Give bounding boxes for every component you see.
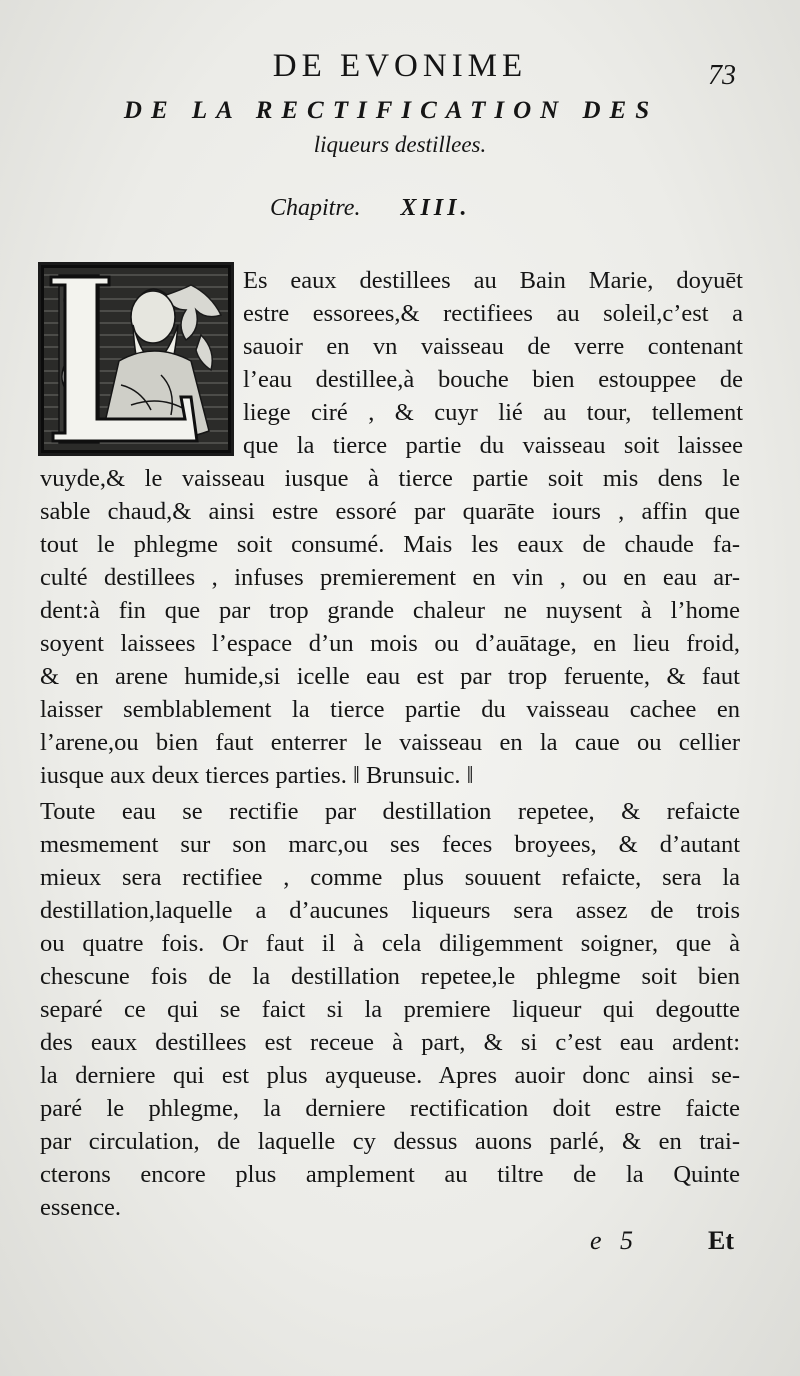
chapter-heading — [270, 195, 470, 222]
chapter-title: DE LA RECTIFICATION DES — [123, 97, 659, 124]
signature-mark: e 5 — [590, 1226, 640, 1255]
text-line: separé ce qui se faict si la premiere liqueur qui degoutte — [40, 996, 740, 1023]
text-line: chescune fois de la destillation repetee,le phlegme soit bien — [40, 963, 740, 990]
text-line: Toute eau se rectifie par destillation repetee, & refaicte — [40, 798, 740, 825]
text-line: l’eau destillee,à bouche bien estouppee de — [243, 366, 743, 393]
text-line: & en arene humide,si icelle eau est par trop feruente, & faut — [40, 663, 740, 690]
text-line: soyent laissees l’espace d’un mois ou d’auātage, en lieu froid, — [40, 630, 740, 657]
text-line: iusque aux deux tierces parties. ‖ Brunsuic. ‖ — [40, 762, 474, 789]
running-head: DE EVONIME — [272, 48, 528, 84]
text-line: ou quatre fois. Or faut il à cela diligemment soigner, que à — [40, 930, 740, 957]
decorated-initial — [38, 262, 234, 456]
text-line: paré le phlegme, la derniere rectification doit estre faicte — [40, 1095, 740, 1122]
chapter-subtitle: liqueurs destillees. — [313, 132, 487, 157]
text-line: par circulation, de laquelle cy dessus auons parlé, & en trai- — [40, 1128, 740, 1155]
text-line: que la tierce partie du vaisseau soit laissee — [243, 432, 743, 459]
text-line: laisser semblablement la tierce partie du vaisseau cachee en — [40, 696, 740, 723]
text-line: sauoir en vn vaisseau de verre contenant — [243, 333, 743, 360]
text-line: mieux sera rectifiee , comme plus souuent refaicte, sera la — [40, 864, 740, 891]
chapter-label: Chapitre. — [270, 195, 361, 221]
text-line: la derniere qui est plus ayqueuse. Apres auoir donc ainsi se- — [40, 1062, 740, 1089]
text-line: liege ciré , & cuyr lié au tour, tellement — [243, 399, 743, 426]
catchword: Et — [708, 1226, 734, 1255]
text-line: l’arene,ou bien faut enterrer le vaisseau en la caue ou cellier — [40, 729, 740, 756]
text-line: estre essorees,& rectifiees au soleil,c’est a — [243, 300, 743, 327]
woodcut-initial-image — [41, 265, 231, 453]
page-number: 73 — [708, 60, 736, 91]
text-line: dent:à fin que par trop grande chaleur ne nuysent à l’home — [40, 597, 740, 624]
text-line: sable chaud,& ainsi estre essoré par quarāte iours , affin que — [40, 498, 740, 525]
chapter-number: XIII. — [400, 195, 471, 221]
text-line: des eaux destillees est receue à part, & si c’est eau ardent: — [40, 1029, 740, 1056]
text-line: vuyde,& le vaisseau iusque à tierce partie soit mis dens le — [40, 465, 740, 492]
text-line: culté destillees , infuses premierement en vin , ou en eau ar- — [40, 564, 740, 591]
text-line: mesmement sur son marc,ou ses feces broyees, & d’autant — [40, 831, 740, 858]
text-line: tout le phlegme soit consumé. Mais les eaux de chaude fa- — [40, 531, 740, 558]
text-line: essence. — [40, 1194, 121, 1221]
text-line: Es eaux destillees au Bain Marie, doyuēt — [243, 267, 743, 294]
text-line: cterons encore plus amplement au tiltre de la Quinte — [40, 1161, 740, 1188]
text-line: destillation,laquelle a d’aucunes liqueurs sera assez de trois — [40, 897, 740, 924]
